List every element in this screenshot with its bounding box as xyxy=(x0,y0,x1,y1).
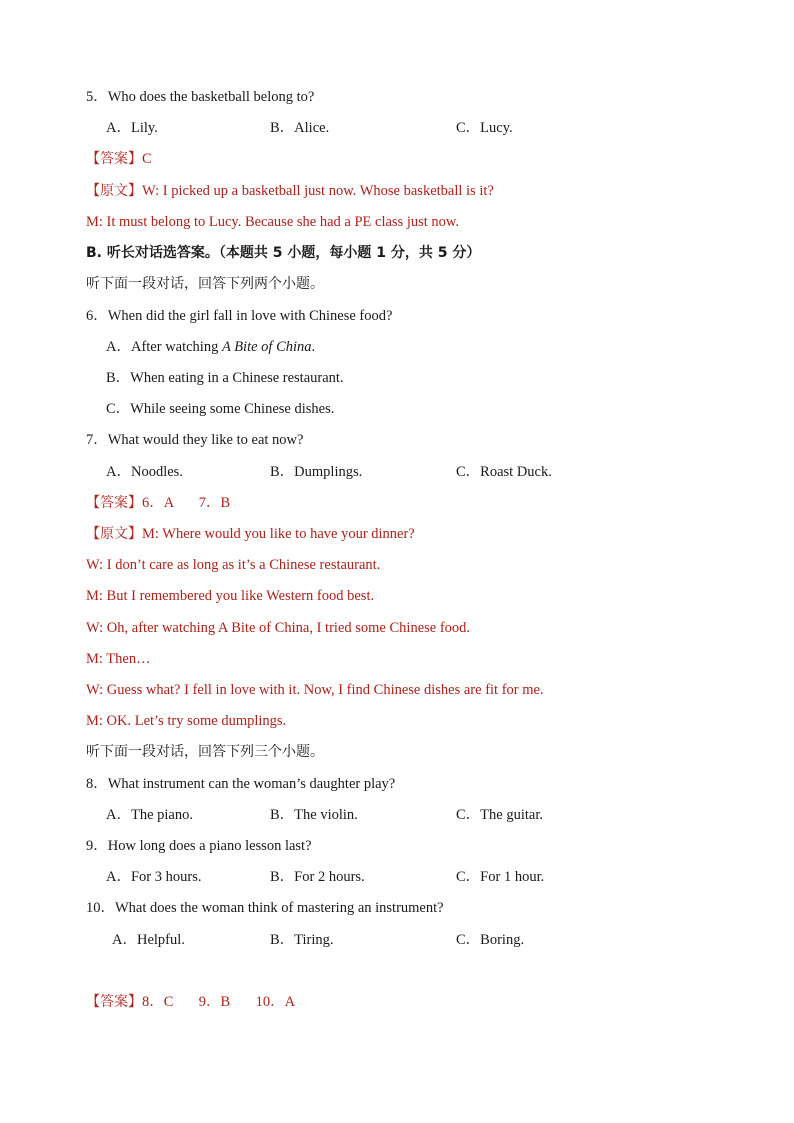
question-5-option-b: B．Alice. xyxy=(270,120,330,136)
answer-value: 8．C 9．B 10．A xyxy=(142,994,296,1010)
answer-5 xyxy=(86,149,152,169)
question-5-option-a: A．Lily. xyxy=(106,120,158,136)
answer-tag: 【答案】 xyxy=(86,495,142,511)
dialog-line: M: But I remembered you like Western food best. xyxy=(86,588,375,604)
question-9-stem: 9．How long does a piano lesson last? xyxy=(86,838,312,854)
answer-value: C xyxy=(142,151,152,167)
dialog-line: M: Where would you like to have your dinner? xyxy=(142,526,415,542)
question-6-option-c: C．While seeing some Chinese dishes. xyxy=(106,401,335,417)
dialog-line: W: Oh, after watching A Bite of China, I tried some Chinese food. xyxy=(86,620,471,636)
question-8-option-b: B．The violin. xyxy=(270,807,358,823)
question-7-option-b: B．Dumplings. xyxy=(270,464,363,480)
question-6-stem: 6．When did the girl fall in love with Chinese food? xyxy=(86,308,393,324)
question-7-option-a: A．Noodles. xyxy=(106,464,183,480)
instruction-2: 听下面一段对话，回答下列三个小题。 xyxy=(86,744,324,760)
dialog-line: W: Guess what? I fell in love with it. Now, I find Chinese dishes are fit for me. xyxy=(86,682,544,698)
question-6-option-a xyxy=(106,337,315,357)
question-5-option-c: C．Lucy. xyxy=(456,120,513,136)
question-8-option-c: C．The guitar. xyxy=(456,807,543,823)
book-title: A Bite of China xyxy=(221,339,312,355)
dialog-line: W: I picked up a basketball just now. Whose basketball is it? xyxy=(142,183,494,199)
question-7-option-c: C．Roast Duck. xyxy=(456,464,552,480)
dialog-line: M: Then… xyxy=(86,651,151,667)
question-6-option-b: B．When eating in a Chinese restaurant. xyxy=(106,370,344,386)
question-9-option-b: B．For 2 hours. xyxy=(270,869,365,885)
option-a-text: A．After watching xyxy=(106,339,222,355)
question-10-option-a: A．Helpful. xyxy=(112,932,185,948)
option-a-end: . xyxy=(311,339,316,355)
dialog-line: W: I don’t care as long as it’s a Chinese restaurant. xyxy=(86,557,381,573)
question-9-option-c: C．For 1 hour. xyxy=(456,869,545,885)
dialog-line: M: OK. Let’s try some dumplings. xyxy=(86,713,287,729)
original-text-6-7 xyxy=(86,524,415,544)
original-tag: 【原文】 xyxy=(86,526,142,542)
dialog-line: M: It must belong to Lucy. Because she had a PE class just now. xyxy=(86,214,460,230)
answer-tag: 【答案】 xyxy=(86,994,142,1010)
answer-6-7 xyxy=(86,493,230,513)
answer-value: 6．A 7．B xyxy=(142,495,231,511)
question-8-option-a: A．The piano. xyxy=(106,807,193,823)
question-10-stem: 10．What does the woman think of mastering an instrument? xyxy=(86,900,444,916)
instruction-1: 听下面一段对话，回答下列两个小题。 xyxy=(86,276,324,292)
question-5-stem: 5．Who does the basketball belong to? xyxy=(86,89,315,105)
original-tag: 【原文】 xyxy=(86,183,142,199)
question-9-option-a: A．For 3 hours. xyxy=(106,869,202,885)
question-8-stem: 8．What instrument can the woman’s daughter play? xyxy=(86,776,396,792)
answer-8-10 xyxy=(86,992,295,1012)
original-text-5 xyxy=(86,181,494,201)
question-10-option-c: C．Boring. xyxy=(456,932,525,948)
section-b-heading: B. 听长对话选答案。（本题共 5 小题，每小题 1 分，共 5 分） xyxy=(86,245,481,261)
question-7-stem: 7．What would they like to eat now? xyxy=(86,432,304,448)
answer-tag: 【答案】 xyxy=(86,151,142,167)
question-10-option-b: B．Tiring. xyxy=(270,932,334,948)
